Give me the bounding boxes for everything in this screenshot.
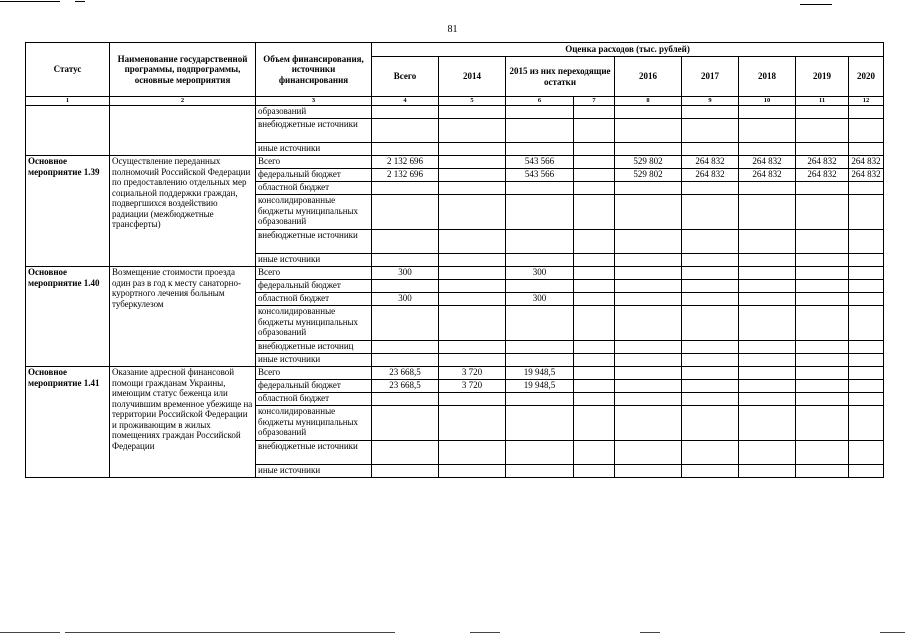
value-cell [739, 254, 796, 267]
bottom-rule-1 [0, 632, 60, 633]
value-cell [849, 267, 884, 280]
bottom-rule-4 [640, 632, 660, 633]
value-cell [506, 306, 574, 341]
value-cell [439, 354, 506, 367]
value-cell [439, 341, 506, 354]
value-cell [439, 156, 506, 169]
value-cell [682, 406, 739, 441]
top-rule-right [800, 4, 832, 5]
source-cell: внебюджетные источники [256, 230, 372, 254]
header-volume: Объем финансирования, источники финансирования [256, 43, 372, 97]
source-cell: образований [256, 106, 372, 119]
value-cell [372, 119, 439, 143]
value-cell [506, 406, 574, 441]
value-cell [574, 230, 615, 254]
value-cell [615, 293, 682, 306]
value-cell: 2 132 696 [372, 169, 439, 182]
source-cell: Всего [256, 367, 372, 380]
value-cell [739, 119, 796, 143]
header-2020: 2020 [849, 57, 884, 97]
value-cell [372, 306, 439, 341]
value-cell [615, 230, 682, 254]
value-cell [372, 406, 439, 441]
source-cell: федеральный бюджет [256, 280, 372, 293]
value-cell [796, 182, 849, 195]
value-cell [574, 367, 615, 380]
value-cell [574, 254, 615, 267]
value-cell [849, 367, 884, 380]
value-cell [849, 341, 884, 354]
value-cell [739, 306, 796, 341]
column-number: 7 [574, 97, 615, 106]
value-cell [739, 267, 796, 280]
value-cell: 264 832 [739, 156, 796, 169]
value-cell [682, 341, 739, 354]
status-cell: Основное мероприятие 1.39 [26, 156, 110, 267]
value-cell [574, 354, 615, 367]
value-cell [506, 393, 574, 406]
value-cell [615, 341, 682, 354]
value-cell [682, 254, 739, 267]
value-cell [372, 341, 439, 354]
value-cell [439, 195, 506, 230]
value-cell [574, 195, 615, 230]
value-cell [574, 341, 615, 354]
name-cell [110, 106, 256, 156]
top-rule-left [0, 1, 60, 2]
value-cell: 264 832 [796, 169, 849, 182]
value-cell [574, 293, 615, 306]
budget-table [25, 42, 884, 478]
value-cell [372, 195, 439, 230]
value-cell [682, 106, 739, 119]
value-cell [506, 280, 574, 293]
value-cell [796, 119, 849, 143]
header-name: Наименование государственной программы, подпрограммы, основные мероприятия [110, 43, 256, 97]
value-cell [439, 106, 506, 119]
page-number: 81 [447, 24, 458, 35]
value-cell [615, 254, 682, 267]
value-cell [682, 280, 739, 293]
value-cell [615, 441, 682, 465]
value-cell [439, 143, 506, 156]
value-cell [849, 393, 884, 406]
column-number: 6 [506, 97, 574, 106]
value-cell [739, 380, 796, 393]
column-number: 11 [796, 97, 849, 106]
value-cell [739, 195, 796, 230]
value-cell [439, 280, 506, 293]
source-cell: внебюджетные источники [256, 119, 372, 143]
value-cell [796, 254, 849, 267]
value-cell [439, 169, 506, 182]
bottom-rule-5 [880, 632, 905, 633]
value-cell [796, 143, 849, 156]
value-cell [372, 393, 439, 406]
value-cell [506, 254, 574, 267]
value-cell [615, 267, 682, 280]
status-cell: Основное мероприятие 1.40 [26, 267, 110, 367]
header-estimate: Оценка расходов (тыс. рублей) [372, 43, 884, 57]
source-cell: федеральный бюджет [256, 169, 372, 182]
column-number: 9 [682, 97, 739, 106]
value-cell [574, 182, 615, 195]
header-2017: 2017 [682, 57, 739, 97]
value-cell [506, 143, 574, 156]
value-cell: 300 [372, 267, 439, 280]
value-cell: 264 832 [849, 156, 884, 169]
bottom-rule-2 [65, 632, 395, 633]
source-cell: областной бюджет [256, 182, 372, 195]
value-cell [796, 441, 849, 465]
value-cell [849, 182, 884, 195]
table-row [26, 267, 884, 280]
value-cell [574, 380, 615, 393]
value-cell [739, 465, 796, 478]
value-cell [796, 280, 849, 293]
value-cell [615, 143, 682, 156]
value-cell [372, 465, 439, 478]
source-cell: внебюджетные источниц [256, 341, 372, 354]
value-cell [506, 195, 574, 230]
value-cell [796, 367, 849, 380]
value-cell [739, 354, 796, 367]
value-cell [739, 341, 796, 354]
source-cell: консолидированные бюджеты муниципальных образований [256, 195, 372, 230]
name-cell: Осуществление переданных полномочий Российской Федерации по предоставлению отдельных мер социальной поддержки граждан, подвергшихся воздействию радиации (межбюджетные трансферты) [110, 156, 256, 267]
value-cell [739, 293, 796, 306]
value-cell [682, 354, 739, 367]
header-total: Всего [372, 57, 439, 97]
value-cell [682, 465, 739, 478]
value-cell: 23 668,5 [372, 380, 439, 393]
value-cell [682, 393, 739, 406]
table-row [26, 106, 884, 119]
value-cell [849, 465, 884, 478]
value-cell: 264 832 [849, 169, 884, 182]
value-cell [849, 195, 884, 230]
value-cell [739, 182, 796, 195]
source-cell: консолидированные бюджеты муниципальных образований [256, 306, 372, 341]
value-cell [849, 106, 884, 119]
status-cell [26, 106, 110, 156]
value-cell [849, 280, 884, 293]
value-cell [615, 465, 682, 478]
value-cell [574, 393, 615, 406]
column-number: 1 [26, 97, 110, 106]
column-number: 8 [615, 97, 682, 106]
value-cell [796, 406, 849, 441]
bottom-rule-3 [470, 632, 500, 633]
header-2019: 2019 [796, 57, 849, 97]
value-cell [372, 182, 439, 195]
value-cell [682, 119, 739, 143]
value-cell [439, 293, 506, 306]
value-cell [796, 106, 849, 119]
value-cell [506, 465, 574, 478]
value-cell [796, 393, 849, 406]
value-cell [739, 367, 796, 380]
source-cell: федеральный бюджет [256, 380, 372, 393]
value-cell [372, 106, 439, 119]
value-cell [574, 280, 615, 293]
source-cell: областной бюджет [256, 393, 372, 406]
source-cell: иные источники [256, 465, 372, 478]
value-cell [849, 441, 884, 465]
value-cell [372, 143, 439, 156]
value-cell [796, 341, 849, 354]
value-cell [615, 306, 682, 341]
value-cell: 3 720 [439, 367, 506, 380]
value-cell [682, 182, 739, 195]
value-cell [796, 293, 849, 306]
value-cell [796, 230, 849, 254]
column-number: 5 [439, 97, 506, 106]
value-cell [372, 280, 439, 293]
value-cell: 300 [372, 293, 439, 306]
value-cell [682, 267, 739, 280]
header-2018: 2018 [739, 57, 796, 97]
value-cell [682, 306, 739, 341]
value-cell [849, 293, 884, 306]
value-cell [574, 441, 615, 465]
value-cell [439, 119, 506, 143]
value-cell [682, 143, 739, 156]
value-cell [574, 119, 615, 143]
value-cell: 264 832 [739, 169, 796, 182]
column-number: 10 [739, 97, 796, 106]
value-cell [372, 230, 439, 254]
source-cell: внебюджетные источники [256, 441, 372, 465]
value-cell [439, 182, 506, 195]
value-cell [574, 465, 615, 478]
value-cell [574, 143, 615, 156]
value-cell: 19 948,5 [506, 367, 574, 380]
value-cell [849, 143, 884, 156]
value-cell [372, 254, 439, 267]
value-cell [796, 380, 849, 393]
value-cell [574, 156, 615, 169]
status-cell: Основное мероприятие 1.41 [26, 367, 110, 478]
value-cell [615, 406, 682, 441]
value-cell: 543 566 [506, 156, 574, 169]
value-cell [574, 406, 615, 441]
value-cell [682, 367, 739, 380]
value-cell [849, 254, 884, 267]
value-cell [615, 119, 682, 143]
value-cell [739, 230, 796, 254]
value-cell [574, 106, 615, 119]
value-cell: 529 802 [615, 169, 682, 182]
value-cell [439, 267, 506, 280]
value-cell [615, 367, 682, 380]
value-cell [739, 280, 796, 293]
column-number: 4 [372, 97, 439, 106]
value-cell [796, 465, 849, 478]
value-cell [615, 280, 682, 293]
value-cell [574, 306, 615, 341]
value-cell [574, 267, 615, 280]
value-cell [682, 195, 739, 230]
name-cell: Оказание адресной финансовой помощи гражданам Украины, имеющим статус беженца или получившим временное убежище на территории Российской Федерации и проживающим в жилых помещениях граждан Российской Федерации [110, 367, 256, 478]
value-cell [682, 441, 739, 465]
value-cell [615, 195, 682, 230]
value-cell [574, 169, 615, 182]
header-status: Статус [26, 43, 110, 97]
value-cell: 3 720 [439, 380, 506, 393]
value-cell [506, 230, 574, 254]
value-cell [615, 182, 682, 195]
value-cell [506, 341, 574, 354]
source-cell: областной бюджет [256, 293, 372, 306]
value-cell [796, 195, 849, 230]
top-rule-mid [75, 1, 85, 2]
value-cell [439, 393, 506, 406]
value-cell [615, 393, 682, 406]
value-cell [682, 293, 739, 306]
value-cell: 19 948,5 [506, 380, 574, 393]
value-cell [739, 406, 796, 441]
header-2016: 2016 [615, 57, 682, 97]
value-cell [682, 380, 739, 393]
header-2015: 2015 из них переходящие остатки [506, 57, 615, 97]
value-cell [739, 106, 796, 119]
value-cell [796, 306, 849, 341]
value-cell: 264 832 [796, 156, 849, 169]
value-cell: 529 802 [615, 156, 682, 169]
value-cell [372, 441, 439, 465]
value-cell [439, 441, 506, 465]
name-cell: Возмещение стоимости проезда один раз в год к месту санаторно-курортного лечения больным туберкулезом [110, 267, 256, 367]
value-cell: 23 668,5 [372, 367, 439, 380]
value-cell [439, 306, 506, 341]
header-2014: 2014 [439, 57, 506, 97]
source-cell: консолидированные бюджеты муниципальных образований [256, 406, 372, 441]
value-cell [615, 354, 682, 367]
value-cell [796, 267, 849, 280]
column-number: 3 [256, 97, 372, 106]
value-cell [849, 380, 884, 393]
value-cell [739, 441, 796, 465]
value-cell [439, 254, 506, 267]
value-cell [506, 106, 574, 119]
value-cell [739, 393, 796, 406]
source-cell: Всего [256, 156, 372, 169]
value-cell: 543 566 [506, 169, 574, 182]
value-cell: 264 832 [682, 156, 739, 169]
column-number: 2 [110, 97, 256, 106]
value-cell: 2 132 696 [372, 156, 439, 169]
source-cell: иные источники [256, 254, 372, 267]
table-row [26, 156, 884, 169]
source-cell: иные источники [256, 354, 372, 367]
source-cell: Всего [256, 267, 372, 280]
value-cell [506, 182, 574, 195]
value-cell [506, 119, 574, 143]
value-cell [439, 230, 506, 254]
value-cell: 300 [506, 267, 574, 280]
value-cell [849, 354, 884, 367]
value-cell [796, 354, 849, 367]
column-number: 12 [849, 97, 884, 106]
value-cell [849, 306, 884, 341]
table-row [26, 367, 884, 380]
value-cell [506, 354, 574, 367]
value-cell [849, 119, 884, 143]
value-cell [439, 406, 506, 441]
value-cell [372, 354, 439, 367]
value-cell [615, 380, 682, 393]
value-cell [682, 230, 739, 254]
value-cell [615, 106, 682, 119]
value-cell: 300 [506, 293, 574, 306]
value-cell [849, 230, 884, 254]
value-cell: 264 832 [682, 169, 739, 182]
column-number-row [26, 97, 884, 106]
value-cell [739, 143, 796, 156]
value-cell [506, 441, 574, 465]
source-cell: иные источники [256, 143, 372, 156]
value-cell [439, 465, 506, 478]
value-cell [849, 406, 884, 441]
